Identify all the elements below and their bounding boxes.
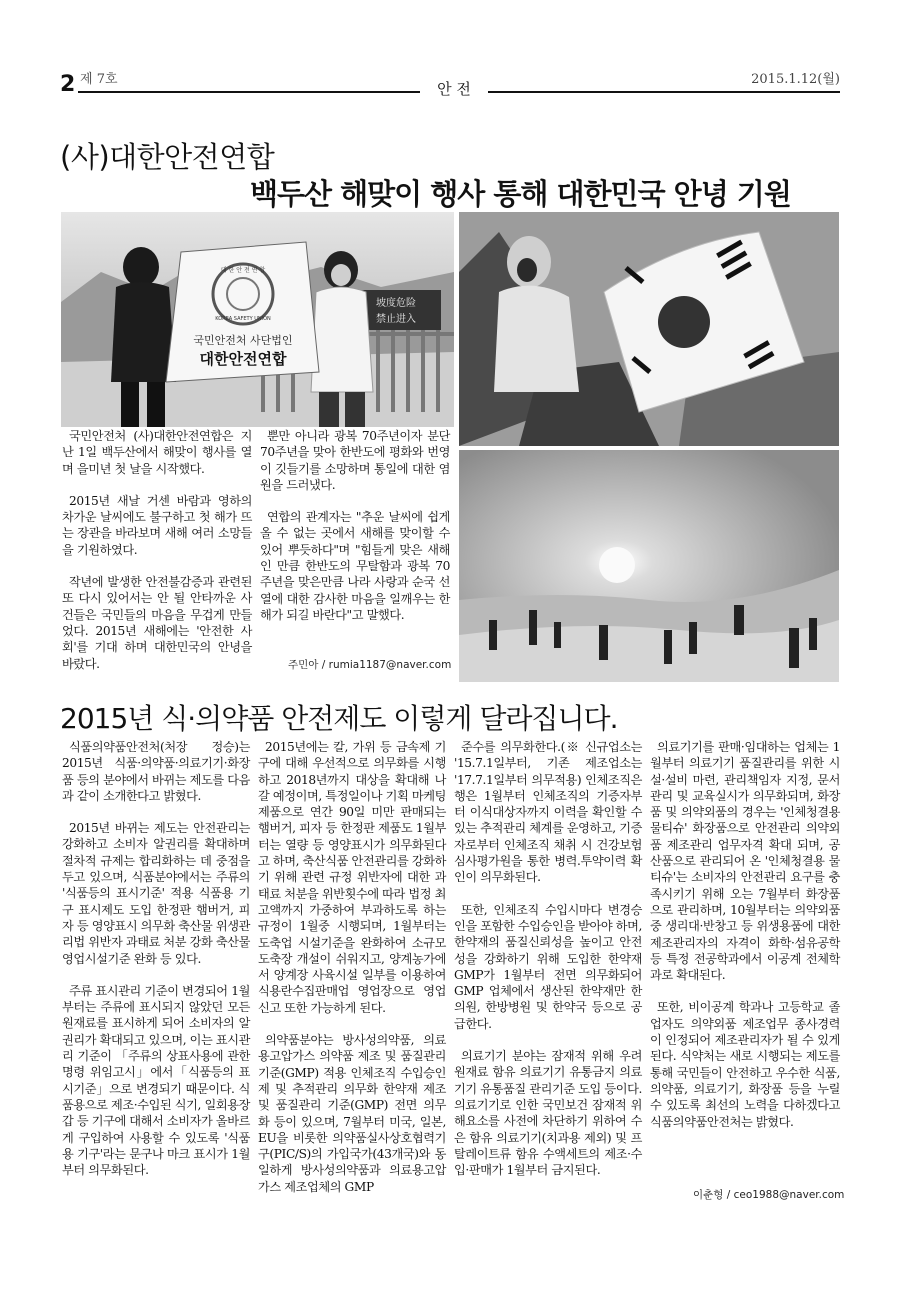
article2-paragraph: 식품의약품안전처(처장 정승)는 2015년 식품·의약품·의료기기·화장품 등의 분야에서 바뀌는 제도를 다음과 같이 소개한다고 밝혔다. (62, 740, 250, 803)
header-rule-right (488, 91, 840, 93)
svg-text:坡度危险: 坡度危险 (376, 298, 416, 309)
svg-text:KOREA SAFETY UNION: KOREA SAFETY UNION (215, 316, 271, 322)
issue-number: 제 7호 (80, 72, 118, 87)
page-header (60, 68, 840, 106)
svg-text:대한안전연합: 대한안전연합 (199, 350, 287, 368)
article1-paragraph: 뿐만 아니라 광복 70주년이자 분단 70주년을 맞아 한반도에 평화와 번영이 깃들기를 소망하며 통일에 대한 염원을 드러냈다. (260, 429, 450, 492)
photo-sunrise-crowd (459, 450, 839, 682)
photo-banner-group (61, 212, 454, 427)
svg-text:국민안전처 사단법인: 국민안전처 사단법인 (193, 334, 293, 347)
article2-column-2 (258, 739, 446, 1195)
article2-column-1 (62, 739, 250, 1178)
article2-paragraph: 또한, 비이공계 학과나 고등학교 졸업자도 의약외품 제조업무 종사경력이 인정되어 제조관리자가 될 수 있게 된다. 식약처는 새로 시행되는 제도를 통해 국민들이 안전하고 우수한 식품, 의약품, 의료기기, 화장품 등을 누릴 수 있도록 최선의 노력을 다하겠다고 식품의약품안전처는 밝혔다. (650, 1000, 840, 1129)
article1-column-2 (260, 428, 450, 623)
article1-paragraph: 국민안전처 (사)대한안전연합은 지난 1일 백두산에서 해맞이 행사를 열며 을미년 첫 날을 시작했다. (62, 429, 252, 476)
photo-banner-image (61, 212, 454, 427)
article2-paragraph: 의약품분야는 방사성의약품, 의료용고압가스 의약품 제조 및 품질관리기준(GMP) 적용 인체조직 수입승인제 및 추적관리 의무화 한약재 제조 및 품질관리 기준(GMP) 전면 의무화 등이 있으며, 7월부터 미국, 일본, EU을 비롯한 의약품실사상호협력기구(PIC/S)의 가입국가(43개국)와 동일하게 방사성의약품과 의료용고압가스 제조업체의 GMP (258, 1033, 446, 1194)
article2-paragraph: 2015년 바뀌는 제도는 안전관리는 강화하고 소비자 알권리를 확대하며 절차적 규제는 합리화하는 데 중점을 두고 있으며, 식품분야에서는 주류의 '식품등의 표시기준' 적용 식품용 기구 표시제도 도입 한정판 햄버거, 피자 등 영양표시 의무화 축산물 위생관리법 위반자 과태료 처분 강화 축산물 영업시설기준 완화 등 있다. (62, 821, 250, 966)
article1-paragraph: 작년에 발생한 안전불감증과 관련된 또 다시 있어서는 안 될 안타까운 사건들은 국민들의 마음을 무겁게 만들었다. 2015년 새해에는 '안전한 사회'를 기대 하며 대한민국의 안녕을 바랐다. (62, 575, 252, 671)
article2-paragraph: 주류 표시관리 기준이 변경되어 1월부터는 주류에 표시되지 않았던 모든 원재료를 표시하게 되어 소비자의 알권리가 확대되고 있으며, 이는 표시관리 기준이 「주류의 상표사용에 관한 명령 위임고시」에서「식품등의 표시기준」으로 변경되기 때문이다. 식품용으로 제조·수입된 식기, 일회용장갑 등 기구에 대해서 소비자가 올바르게 구입하여 사용할 수 있도록 '식품용 기구'라는 문구나 마크 표시가 1월부터 의무화된다. (62, 983, 250, 1178)
photo-flag-waving (459, 212, 839, 446)
page-number: 2 (60, 72, 76, 97)
svg-text:禁止进入: 禁止进入 (376, 314, 416, 325)
article2-column-3 (454, 739, 642, 1178)
article2-paragraph: 의료기기 분야는 잠재적 위해 우려 원재료 함유 의료기기 유통금지 의료기기 유통품질 관리기준 도입 등이다. 의료기기로 인한 국민보건 잠재적 위해요소를 사전에 차단하기 위하여 수은 함유 의료기기(치과용 제외) 및 프탈레이트류 함유 수액세트의 제조·수입·판매가 1월부터 금지된다. (454, 1049, 642, 1178)
article1-column-1 (62, 428, 252, 672)
article1-title-line1: (사)대한안전연합 (60, 140, 275, 174)
article2-paragraph: 의료기기를 판매·임대하는 업체는 1월부터 의료기기 품질관리를 위한 시설·설비 마련, 관리책임자 지정, 문서관리 및 교육실시가 의무화되며, 화장품 및 의약외품의 경우는 '인체청결용 물티슈' 화장품으로 안전관리 의약외품 제조관리 업무자격 확대 되며, 공산품으로 관리되어 온 '인체청결용 물티슈'는 소비자의 안전관리 요구를 충족시키기 위해 오는 7월부터 화장품으로 관리하며, 10월부터는 의약외품 중 생리대·반창고 등 위생용품에 대한 제조관리자의 자격이 화학·섬유공학 등 특정 전공학과에서 이공계 전체학과로 확대된다. (650, 740, 840, 983)
article2-paragraph: 또한, 인체조직 수입시마다 변경승인을 포함한 수입승인을 받아야 하며, 한약재의 품질신뢰성을 높이고 안전성을 강화하기 위해 도입한 한약재 GMP가 1월부터 전면 의무화되어 GMP 업체에서 생산된 한약재만 한의원, 한방병원 및 한약국 등으로 공급한다. (454, 902, 642, 1031)
article2-paragraph: 2015년에는 칼, 가위 등 금속제 기구에 대해 우선적으로 의무화를 시행하고 2018년까지 대상을 확대해 나갈 예정이며, 특정일이나 기획 마케팅 제품으로 연간 90일 미만 판매되는 햄버거, 피자 등 한정판 제품도 1월부터는 열량 등 영양표시가 의무화된다고 하며, 축산식품 안전관리를 강화하기 위해 관련 규정 위반자에 대한 과태료 처분을 위반횟수에 따라 법정 최고액까지 가중하여 부과하도록 하는 규정이 1월중 시행되며, 1월부터는 도축업 시설기준을 완화하여 소규모 도축장 개설이 쉬워지고, 양계농가에서 양계장 사육시설 일부를 이용하여 식용란수집판매업 영업장으로 영업신고 또한 가능하게 된다. (258, 740, 446, 1015)
article1-title-line2: 백두산 해맞이 행사 통해 대한민국 안녕 기원 (250, 177, 791, 211)
article2-byline: 이춘형 / ceo1988@naver.com (693, 1189, 845, 1201)
svg-text:대 한 안 전 연 합: 대 한 안 전 연 합 (220, 267, 266, 274)
article2-title: 2015년 식·의약품 안전제도 이렇게 달라집니다. (60, 702, 618, 735)
issue-date: 2015.1.12(월) (751, 72, 840, 87)
article2-column-4 (650, 739, 840, 1130)
article1-paragraph: 2015년 새날 거센 바람과 영하의 차가운 날씨에도 불구하고 첫 해가 뜨는 장관을 바라보며 새해 여러 소망들을 기원하였다. (62, 493, 252, 557)
article1-byline: 주민아 / rumia1187@naver.com (288, 659, 452, 671)
section-name: 안 전 (437, 80, 471, 98)
article2-paragraph: 준수를 의무화한다.(※ 신규업소는 '15.7.1일부터, 기존 제조업소는 '17.7.1일부터 의무적용) 인체조직은행은 1월부터 인체조직의 기증자부터 이식대상자까지 이력을 확인할 수 있는 추적관리 체계를 운영하고, 기증자로부터 인체조직 채취 시 건강보험심사평가원을 통한 병력.투약이력 확인이 의무화된다. (454, 740, 642, 885)
header-rule-left (78, 91, 420, 93)
article1-paragraph: 연합의 관계자는 "추운 날씨에 쉽게 올 수 없는 곳에서 새해를 맞이할 수 있어 뿌듯하다"며 "힘들게 맞은 새해인 만큼 한반도의 무탈함과 광복 70주년을 맞은만큼 나라 사랑과 순국 선열에 대한 감사한 마음을 일깨우는 한해가 되길 바란다"고 말했다. (260, 510, 450, 622)
